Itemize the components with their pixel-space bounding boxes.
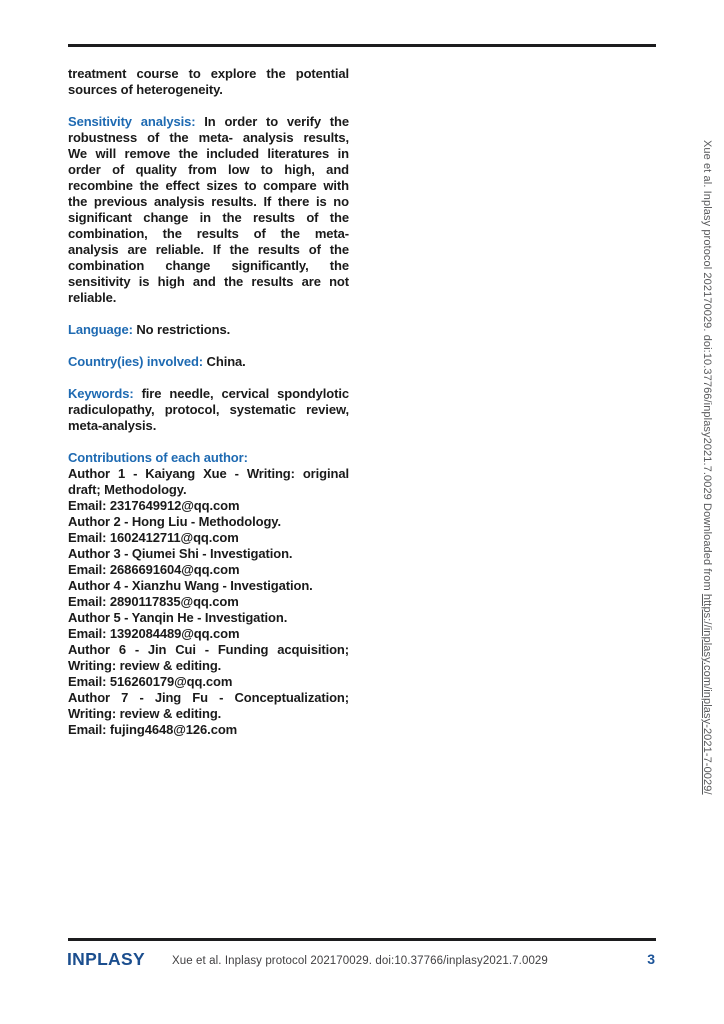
body-text: draft; Methodology. <box>68 482 187 497</box>
body-text: Writing: review & editing. <box>68 706 222 721</box>
footer-citation: Xue et al. Inplasy protocol 202170029. doi:10.37766/inplasy2021.7.0029 <box>172 955 548 967</box>
paragraph <box>68 354 349 370</box>
paragraph <box>68 450 349 738</box>
body-line <box>68 386 349 402</box>
body-text: Email: 516260179@qq.com <box>68 674 233 689</box>
body-line <box>68 546 349 562</box>
section-label: Country(ies) involved: <box>68 354 204 369</box>
inplasy-logo: INPLASY <box>67 949 145 969</box>
body-text: In order to verify the <box>195 114 349 129</box>
body-text: Email: fujing4648@126.com <box>68 722 238 737</box>
body-line <box>68 578 349 594</box>
body-text: We will remove the included literatures in <box>68 146 349 161</box>
section-label: Sensitivity analysis: <box>68 114 196 129</box>
body-text: No restrictions. <box>132 322 231 337</box>
body-text: sources of heterogeneity. <box>68 82 223 97</box>
section-label: Language: <box>68 322 133 337</box>
body-text: Email: 2890117835@qq.com <box>68 594 239 609</box>
body-text: robustness of the meta- analysis results, <box>68 130 349 145</box>
body-text: recombine the effect sizes to compare with <box>68 178 349 193</box>
body-text: China. <box>203 354 246 369</box>
body-line <box>68 562 349 578</box>
body-text: Author 7 - Jing Fu - Conceptualization; <box>68 690 349 705</box>
body-line <box>68 466 349 482</box>
body-line <box>68 690 349 706</box>
body-text: Author 4 - Xianzhu Wang - Investigation. <box>68 578 313 593</box>
body-text: radiculopathy, protocol, systematic review, <box>68 402 349 417</box>
body-line <box>68 498 349 514</box>
body-text: combination, the results of the meta- <box>68 226 349 241</box>
body-text: Email: 1392084489@qq.com <box>68 626 240 641</box>
body-line <box>68 258 349 274</box>
body-line <box>68 722 349 738</box>
body-line <box>68 114 349 130</box>
body-line <box>68 242 349 258</box>
body-line <box>68 450 349 466</box>
body-line <box>68 674 349 690</box>
body-line <box>68 194 349 210</box>
body-text: sensitivity is high and the results are not <box>68 274 349 289</box>
body-line <box>68 178 349 194</box>
body-text: order of quality from low to high, and <box>68 162 349 177</box>
body-line <box>68 130 349 146</box>
section-label: Contributions of each author: <box>68 450 248 465</box>
body-text: Author 2 - Hong Liu - Methodology. <box>68 514 281 529</box>
body-line <box>68 482 349 498</box>
body-text: Author 1 - Kaiyang Xue - Writing: original <box>68 466 349 481</box>
body-text: combination change significantly, the <box>68 258 349 273</box>
body-text: Writing: review & editing. <box>68 658 222 673</box>
paragraph <box>68 114 349 306</box>
body-text: Email: 1602412711@qq.com <box>68 530 239 545</box>
body-line <box>68 210 349 226</box>
body-text: reliable. <box>68 290 117 305</box>
body-text: Author 6 - Jin Cui - Funding acquisition; <box>68 642 349 657</box>
body-text: the previous analysis results. If there is no <box>68 194 349 209</box>
body-line <box>68 146 349 162</box>
section-label: Keywords: <box>68 386 134 401</box>
body-line <box>68 626 349 642</box>
body-text: significant change in the results of the <box>68 210 349 225</box>
body-line <box>68 514 349 530</box>
body-line <box>68 402 349 418</box>
body-text: meta-analysis. <box>68 418 157 433</box>
body-text: Email: 2686691604@qq.com <box>68 562 240 577</box>
body-line <box>68 66 349 82</box>
sidebar-citation <box>700 140 713 890</box>
body-text: Email: 2317649912@qq.com <box>68 498 240 513</box>
body-line <box>68 530 349 546</box>
body-text: treatment course to explore the potential <box>68 66 349 81</box>
body-line <box>68 418 349 434</box>
body-line <box>68 610 349 626</box>
sidebar-citation-link[interactable]: https://inplasy.com/inplasy-2021-7-0029/ <box>701 593 713 795</box>
footer-rule <box>68 938 656 941</box>
body-text: Author 5 - Yanqin He - Investigation. <box>68 610 288 625</box>
article-body <box>68 66 349 754</box>
body-line <box>68 354 349 370</box>
body-text: analysis are reliable. If the results of the <box>68 242 349 257</box>
body-line <box>68 658 349 674</box>
paragraph <box>68 386 349 434</box>
body-text: fire needle, cervical spondylotic <box>133 386 349 401</box>
paragraph <box>68 322 349 338</box>
body-line <box>68 226 349 242</box>
body-line <box>68 642 349 658</box>
paragraph <box>68 66 349 98</box>
body-line <box>68 322 349 338</box>
page-number: 3 <box>647 951 655 967</box>
body-line <box>68 290 349 306</box>
body-line <box>68 274 349 290</box>
body-line <box>68 162 349 178</box>
body-text: Author 3 - Qiumei Shi - Investigation. <box>68 546 293 561</box>
body-line <box>68 594 349 610</box>
body-line <box>68 82 349 98</box>
body-line <box>68 706 349 722</box>
top-rule <box>68 44 656 47</box>
sidebar-citation-text: Xue et al. Inplasy protocol 202170029. doi:10.37766/inplasy2021.7.0029 Downloaded from <box>701 140 713 594</box>
